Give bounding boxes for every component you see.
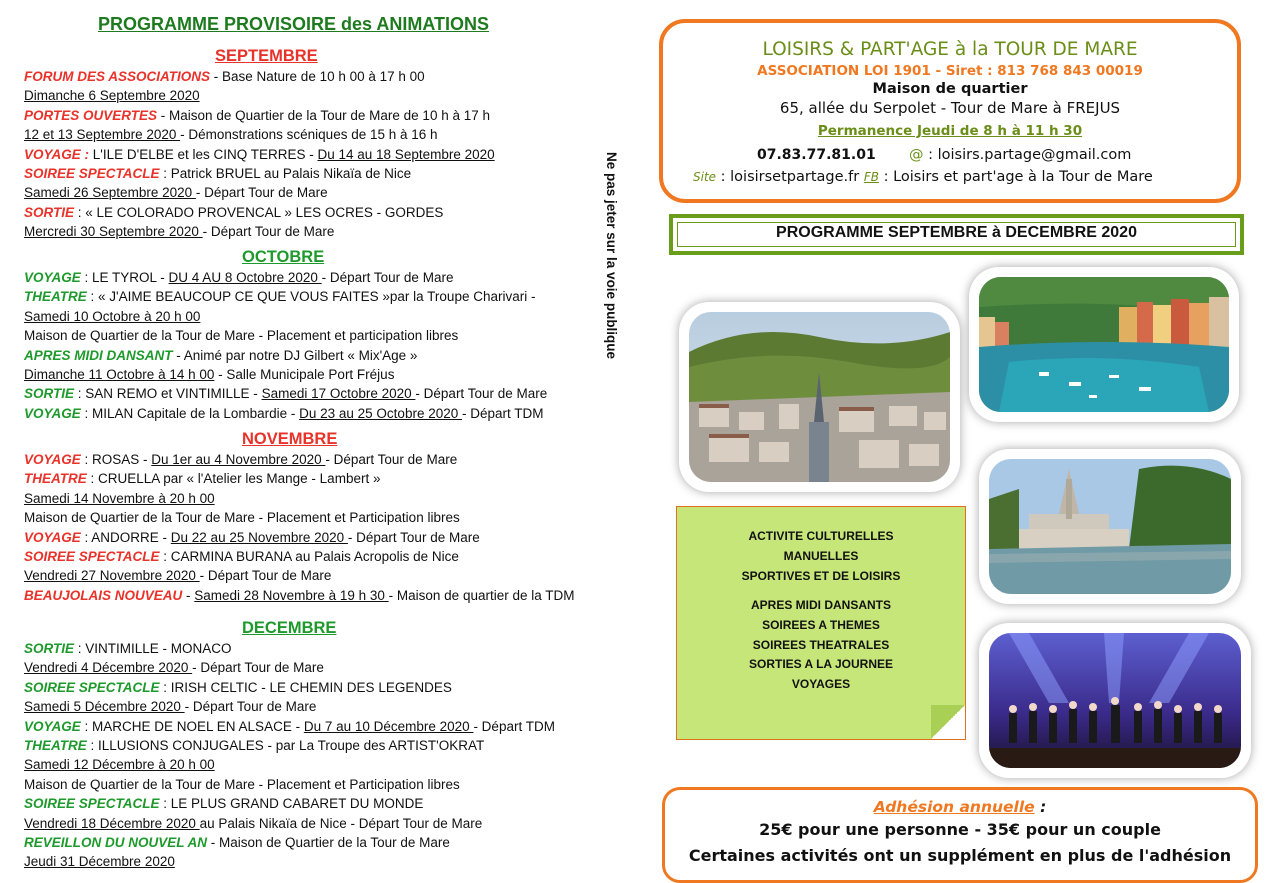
event-line xyxy=(24,145,495,164)
permanence: Permanence Jeudi de 8 h à 11 h 30 xyxy=(817,123,1083,139)
event-date: Dimanche 11 Octobre à 14 h 00 xyxy=(24,367,215,382)
email: : loisirs.partage@gmail.com xyxy=(923,147,1132,163)
event-text: - Maison de quartier de la TDM xyxy=(388,587,575,603)
event-line xyxy=(24,469,380,488)
event-line xyxy=(24,586,575,605)
event-line xyxy=(24,528,480,547)
phone: 07.83.77.81.01 xyxy=(757,147,876,163)
event-date: Samedi 14 Novembre à 20 h 00 xyxy=(24,490,215,506)
event-text: : CARMINA BURANA au Palais Acropolis de Nice xyxy=(159,549,459,564)
maison-label: Maison de quartier xyxy=(872,81,1028,97)
event-keyword: BEAUJOLAIS NOUVEAU xyxy=(24,587,183,603)
event-line xyxy=(24,833,450,852)
event-text: - Départ Tour de Mare xyxy=(195,185,328,201)
event-line xyxy=(24,384,547,403)
site-label: Site xyxy=(693,170,717,184)
event-line xyxy=(24,678,452,697)
event-line xyxy=(24,268,453,287)
photo-mountain-town xyxy=(679,302,960,492)
event-text: - Démonstrations scéniques de 15 h à 16 h xyxy=(180,127,438,143)
event-text: : SAN REMO et VINTIMILLE - xyxy=(74,386,262,402)
event-line xyxy=(24,365,394,384)
event-line xyxy=(24,736,484,755)
event-text: Maison de Quartier de la Tour de Mare - Placement et Participation libres xyxy=(24,510,460,526)
event-date: Vendredi 27 Novembre 2020 xyxy=(24,568,200,584)
event-date: Jeudi 31 Décembre 2020 xyxy=(24,854,175,870)
programme-banner xyxy=(669,214,1244,255)
fb-label: FB xyxy=(863,170,879,184)
event-line xyxy=(24,164,411,183)
event-date: DU 4 AU 8 Octobre 2020 xyxy=(168,270,322,285)
event-keyword: SOIREE SPECTACLE xyxy=(24,166,160,181)
event-line xyxy=(24,566,331,585)
adhesion-colon: : xyxy=(1034,798,1047,816)
event-line xyxy=(24,67,425,86)
event-line xyxy=(24,183,328,202)
month-november: NOVEMBRE xyxy=(242,430,338,448)
event-keyword: REVEILLON DU NOUVEL AN xyxy=(24,835,208,850)
month-september: SEPTEMBRE xyxy=(215,47,318,65)
event-text: - Départ TDM xyxy=(473,718,555,734)
event-keyword: SORTIE xyxy=(24,204,75,220)
event-date: Vendredi 4 Décembre 2020 xyxy=(24,660,193,676)
at-icon: @ xyxy=(909,147,924,163)
event-line xyxy=(24,346,417,365)
event-keyword: SOIREE SPECTACLE xyxy=(24,679,160,695)
activity-item: SOIREES A THEMES xyxy=(762,618,880,632)
event-line xyxy=(24,814,482,833)
site-line xyxy=(693,169,1153,185)
event-text: - Départ Tour de Mare xyxy=(321,270,454,285)
vertical-notice: Ne pas jeter sur la voie publique xyxy=(604,152,619,360)
event-line xyxy=(24,697,316,716)
event-text: : « LE COLORADO PROVENCAL » LES OCRES - GORDES xyxy=(74,204,444,220)
event-line xyxy=(24,755,215,774)
event-date: Du 1er au 4 Novembre 2020 xyxy=(151,452,326,467)
event-line xyxy=(24,658,324,677)
event-line xyxy=(24,86,200,105)
event-line xyxy=(24,508,460,527)
event-date: Du 7 au 10 Décembre 2020 xyxy=(303,718,474,734)
event-date: Samedi 28 Novembre à 19 h 30 xyxy=(194,587,389,603)
activity-item: SORTIES A LA JOURNEE xyxy=(748,657,894,671)
event-text: L'ILE D'ELBE et les CINQ TERRES - xyxy=(89,146,318,162)
event-line xyxy=(24,404,544,423)
event-keyword: APRES MIDI DANSANT xyxy=(24,347,173,363)
event-keyword: VOYAGE xyxy=(24,452,81,467)
activity-item: VOYAGES xyxy=(791,677,851,691)
activity-item: MANUELLES xyxy=(783,549,859,563)
event-keyword: THEATRE xyxy=(24,471,87,487)
email-line xyxy=(909,147,1131,163)
address: 65, allée du Serpolet - Tour de Mare à FREJUS xyxy=(779,99,1121,117)
association-siret: ASSOCIATION LOI 1901 - Siret : 813 768 843 00019 xyxy=(757,63,1143,79)
event-line xyxy=(24,489,215,508)
event-keyword: VOYAGE xyxy=(24,270,81,285)
activity-item: SOIREES THEATRALES xyxy=(752,638,890,652)
adhesion-box xyxy=(662,787,1258,883)
photo-dancers xyxy=(979,623,1251,778)
event-date: Du 23 au 25 Octobre 2020 xyxy=(299,405,462,421)
association-title: LOISIRS & PART'AGE à la TOUR DE MARE xyxy=(762,39,1138,60)
event-line xyxy=(24,794,423,813)
photo-basilica xyxy=(979,449,1241,604)
event-text: : « J'AIME BEAUCOUP CE QUE VOUS FAITES »par la Troupe Charivari - xyxy=(86,289,536,305)
event-keyword: SOIREE SPECTACLE xyxy=(24,796,160,812)
event-line xyxy=(24,203,443,222)
event-keyword: SORTIE xyxy=(24,386,75,402)
association-header xyxy=(659,19,1241,203)
event-line xyxy=(24,106,490,125)
event-line xyxy=(24,717,555,736)
event-text: : ROSAS - xyxy=(80,452,152,467)
event-line xyxy=(24,639,232,658)
event-keyword: THEATRE xyxy=(24,289,87,305)
facebook: : Loisirs et part'age à la Tour de Mare xyxy=(878,169,1153,185)
event-text: - Départ Tour de Mare xyxy=(325,452,458,467)
event-text: - Maison de Quartier de la Tour de Mare de 10 h à 17 h xyxy=(157,107,490,123)
event-text: au Palais Nikaïa de Nice - Départ Tour de Mare xyxy=(199,815,483,831)
event-text: - Maison de Quartier de la Tour de Mare xyxy=(207,835,450,850)
event-date: Samedi 26 Septembre 2020 xyxy=(24,185,196,201)
event-text: - Départ Tour de Mare xyxy=(415,386,548,402)
event-text: : VINTIMILLE - MONACO xyxy=(74,641,232,656)
event-keyword: VOYAGE : xyxy=(24,146,90,162)
event-text: - Départ TDM xyxy=(462,405,544,421)
event-line xyxy=(24,775,460,794)
activity-item: APRES MIDI DANSANTS xyxy=(750,598,891,612)
event-keyword: VOYAGE xyxy=(24,529,81,545)
event-text: : ILLUSIONS CONJUGALES - par La Troupe des ARTIST'OKRAT xyxy=(86,738,485,753)
adhesion-heading xyxy=(665,798,1255,816)
adhesion-prices: 25€ pour une personne - 35€ pour un couple xyxy=(759,820,1161,839)
event-line xyxy=(24,307,200,326)
event-keyword: SORTIE xyxy=(24,641,75,656)
event-text: - Départ Tour de Mare xyxy=(202,224,335,240)
event-text: - xyxy=(182,587,195,603)
programme-title: PROGRAMME SEPTEMBRE à DECEMBRE 2020 xyxy=(776,224,1137,241)
event-text: - Salle Municipale Port Fréjus xyxy=(214,367,395,382)
event-keyword: SOIREE SPECTACLE xyxy=(24,549,160,564)
event-text: : ANDORRE - xyxy=(80,529,171,545)
adhesion-label: Adhésion annuelle xyxy=(873,798,1035,816)
event-keyword: VOYAGE xyxy=(24,718,81,734)
month-december: DECEMBRE xyxy=(242,619,337,637)
event-text: - Départ Tour de Mare xyxy=(199,568,332,584)
month-october: OCTOBRE xyxy=(242,248,325,266)
event-keyword: PORTES OUVERTES xyxy=(24,107,158,123)
event-line xyxy=(24,287,535,306)
event-text: : LE TYROL - xyxy=(80,270,169,285)
event-date: Samedi 17 Octobre 2020 xyxy=(261,386,416,402)
activity-item: ACTIVITE CULTURELLES xyxy=(748,529,894,543)
event-text: : MILAN Capitale de la Lombardie - xyxy=(80,405,300,421)
event-keyword: VOYAGE xyxy=(24,405,81,421)
activity-item: SPORTIVES ET DE LOISIRS xyxy=(741,569,901,583)
adhesion-note: Certaines activités ont un supplément en plus de l'adhésion xyxy=(688,846,1232,865)
event-text: - Animé par notre DJ Gilbert « Mix'Age » xyxy=(172,347,418,363)
event-line xyxy=(24,852,175,871)
event-keyword: FORUM DES ASSOCIATIONS xyxy=(24,69,211,84)
event-line xyxy=(24,326,458,345)
event-date: 12 et 13 Septembre 2020 xyxy=(24,127,181,143)
activities-note xyxy=(676,506,966,740)
event-text: - Base Nature de 10 h 00 à 17 h 00 xyxy=(210,69,425,84)
event-text: Maison de Quartier de la Tour de Mare - Placement et participation libres xyxy=(24,328,459,344)
event-line xyxy=(24,222,334,241)
event-text: : CRUELLA par « l'Atelier les Mange - Lambert » xyxy=(86,471,381,487)
event-date: Dimanche 6 Septembre 2020 xyxy=(24,88,200,104)
event-line xyxy=(24,125,438,144)
event-line xyxy=(24,450,457,469)
event-text: : LE PLUS GRAND CABARET DU MONDE xyxy=(159,796,424,812)
event-line xyxy=(24,547,459,566)
event-text: Maison de Quartier de la Tour de Mare - Placement et Participation libres xyxy=(24,776,460,792)
event-text: - Départ Tour de Mare xyxy=(192,660,324,676)
event-text: - Départ Tour de Mare xyxy=(184,699,317,715)
event-text: : Patrick BRUEL au Palais Nikaïa de Nice xyxy=(159,166,412,181)
event-date: Vendredi 18 Décembre 2020 xyxy=(24,815,200,831)
event-text: : IRISH CELTIC - LE CHEMIN DES LEGENDES xyxy=(159,679,452,695)
photo-harbor xyxy=(969,267,1239,422)
event-date: Mercredi 30 Septembre 2020 xyxy=(24,224,203,240)
site: : loisirsetpartage.fr xyxy=(716,169,864,185)
event-date: Samedi 12 Décembre à 20 h 00 xyxy=(24,757,215,773)
event-keyword: THEATRE xyxy=(24,738,87,753)
event-text: - Départ Tour de Mare xyxy=(347,529,480,545)
event-date: Du 22 au 25 Novembre 2020 xyxy=(170,529,348,545)
event-text: : MARCHE DE NOEL EN ALSACE - xyxy=(80,718,304,734)
main-title: PROGRAMME PROVISOIRE des ANIMATIONS xyxy=(98,14,490,34)
event-date: Samedi 10 Octobre à 20 h 00 xyxy=(24,308,201,324)
event-date: Du 14 au 18 Septembre 2020 xyxy=(317,146,495,162)
event-date: Samedi 5 Décembre 2020 xyxy=(24,699,185,715)
